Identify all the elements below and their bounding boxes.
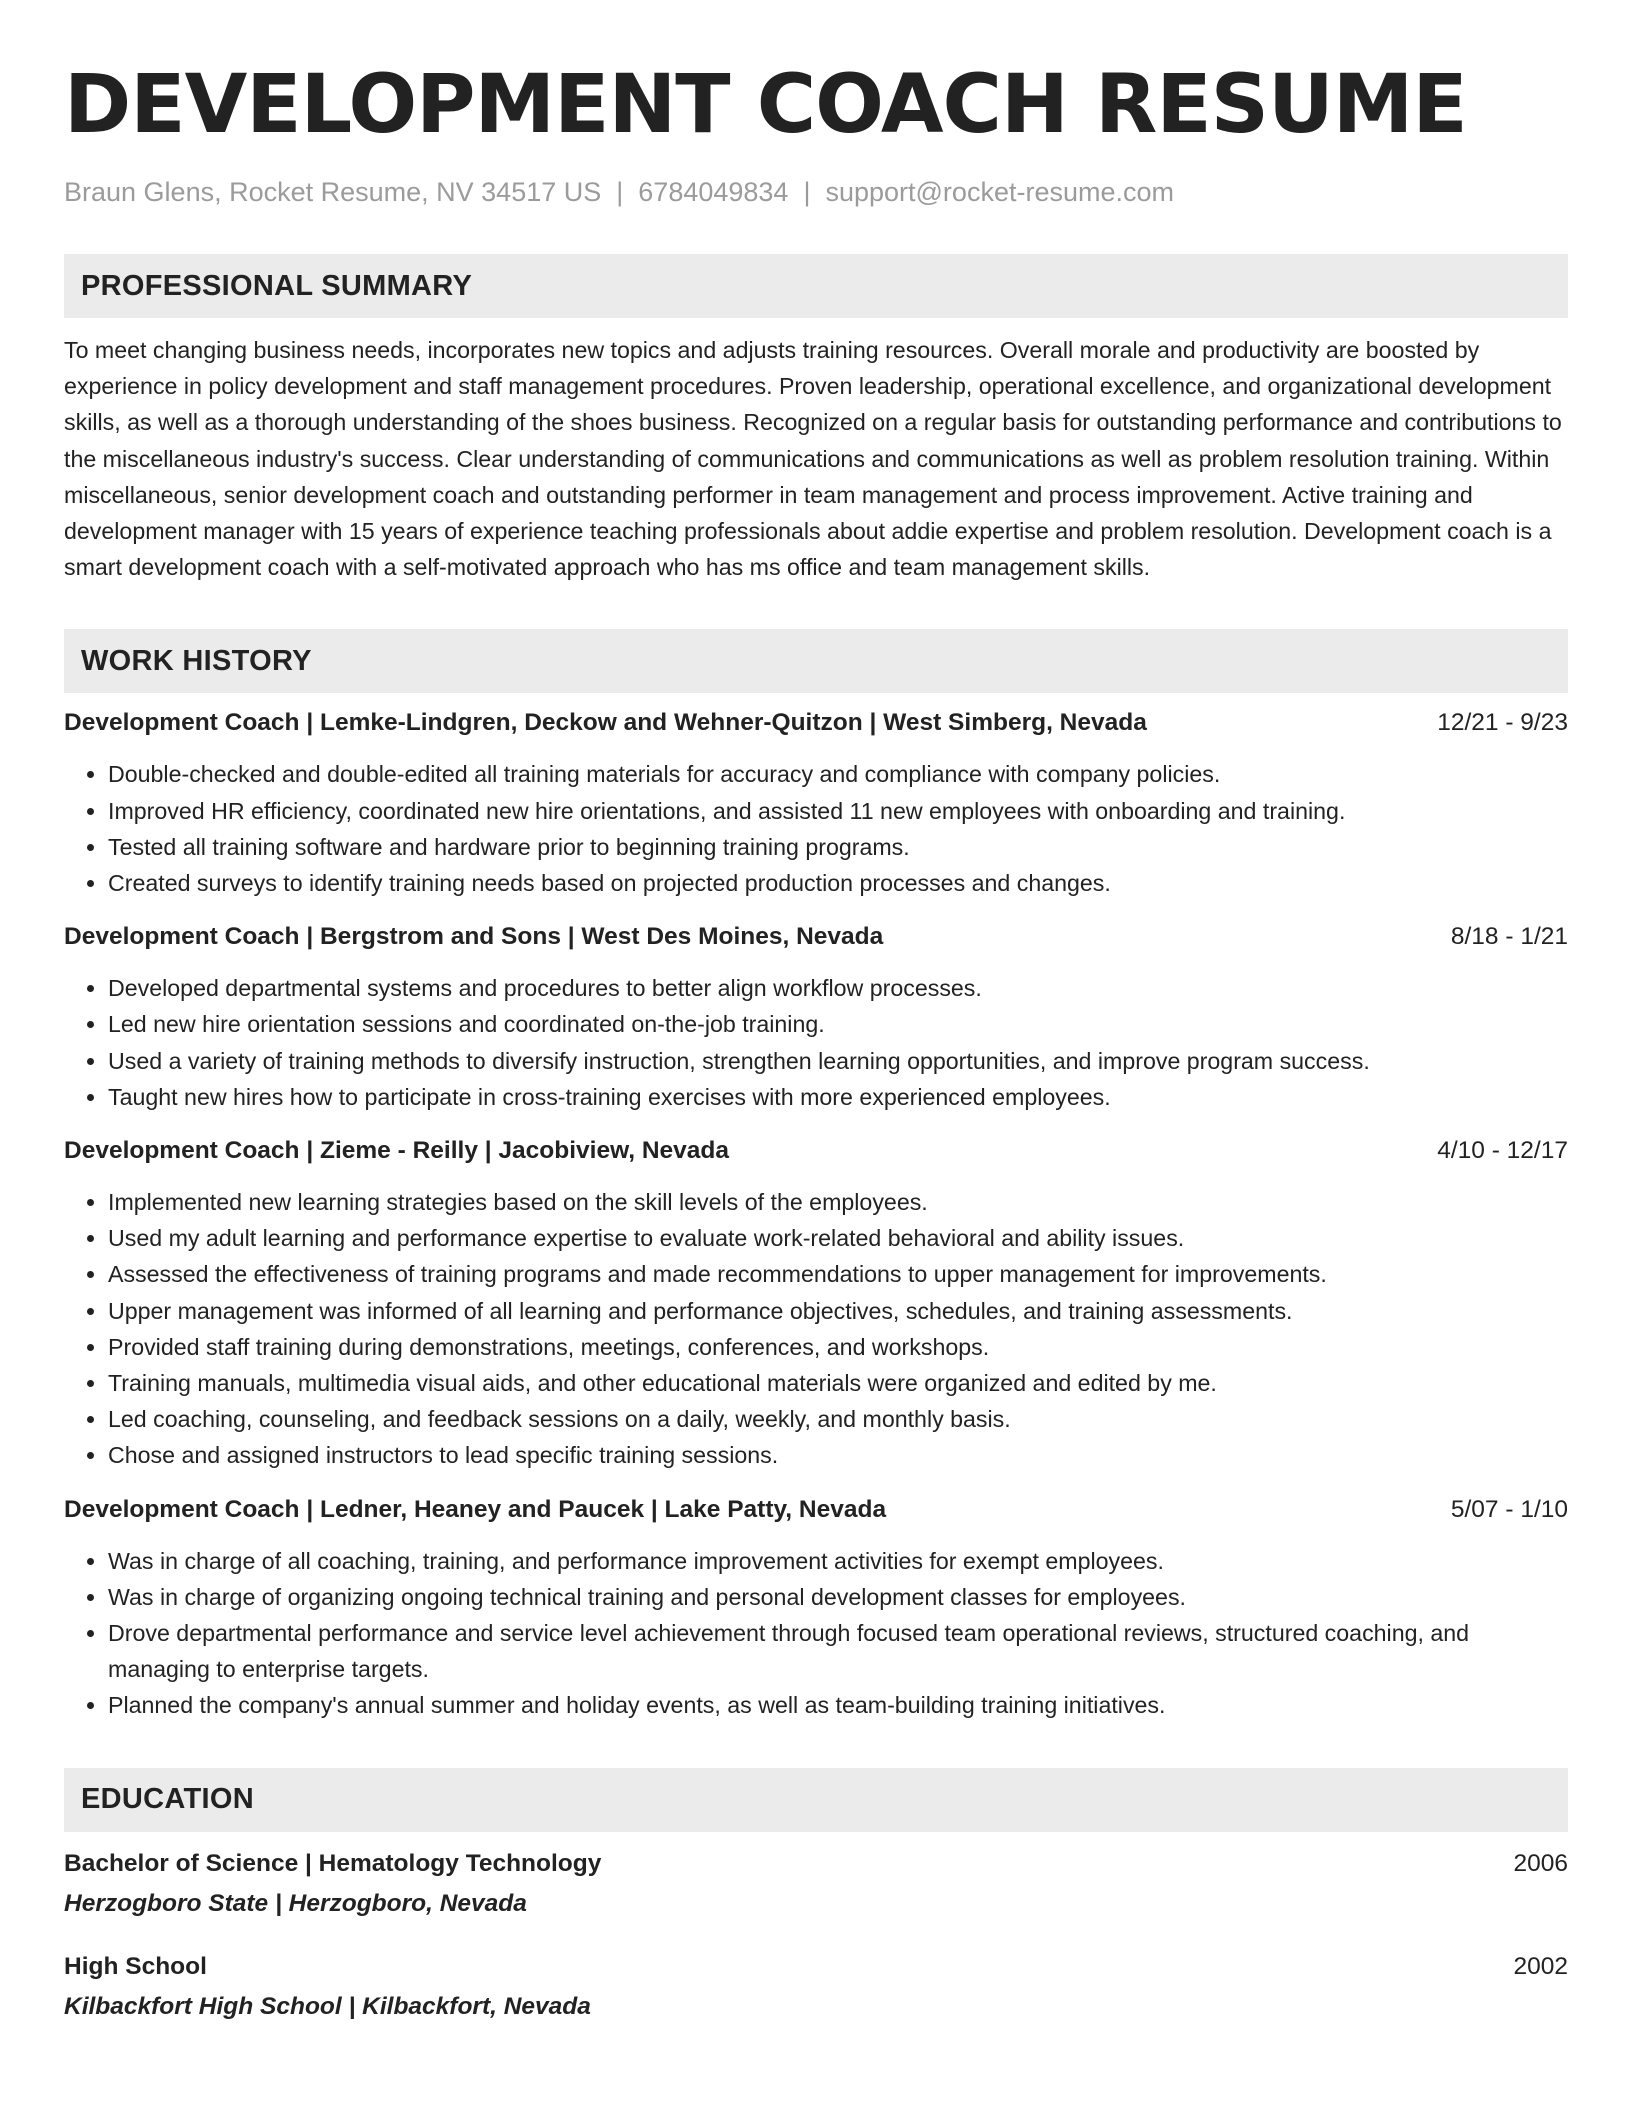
job-header (64, 1133, 1568, 1169)
education-degree: Bachelor of Science | Hematology Technology (64, 1849, 602, 1877)
job-entry (64, 1492, 1568, 1724)
job-bullets (64, 1184, 1568, 1474)
job-title: Development Coach | Lemke-Lindgren, Deckow and Wehner-Quitzon | West Simberg, Nevada (64, 709, 1147, 737)
job-header (64, 919, 1568, 955)
education-heading: EDUCATION (81, 1783, 254, 1816)
work-history-heading: WORK HISTORY (81, 644, 312, 677)
education-entry (64, 1949, 1568, 2025)
job-bullet: • Provided staff training during demonstrations, meetings, conferences, and workshops. (108, 1329, 1568, 1365)
job-title: Development Coach | Ledner, Heaney and Paucek | Lake Patty, Nevada (64, 1495, 887, 1523)
job-bullets (64, 1543, 1568, 1724)
job-bullet: • Double-checked and double-edited all training materials for accuracy and compliance with company policies. (108, 756, 1568, 792)
job-bullet: • Drove departmental performance and service level achievement through focused team operational reviews, structured coaching, and managing to enterprise targets. (108, 1615, 1568, 1687)
education-list (64, 1846, 1568, 2025)
education-year: 2002 (1513, 1952, 1568, 1980)
job-bullet: • Created surveys to identify training needs based on projected production processes and changes. (108, 865, 1568, 901)
education-degree: High School (64, 1952, 207, 1980)
contact-separator: | (803, 177, 811, 207)
education-entry (64, 1846, 1568, 1922)
job-bullet: • Improved HR efficiency, coordinated new hire orientations, and assisted 11 new employees with onboarding and training. (108, 793, 1568, 829)
job-bullet: • Used my adult learning and performance expertise to evaluate work-related behavioral and ability issues. (108, 1220, 1568, 1256)
education-section-header (64, 1768, 1568, 1832)
job-dates: 8/18 - 1/21 (1450, 923, 1568, 951)
summary-heading: PROFESSIONAL SUMMARY (81, 269, 473, 302)
contact-line (64, 174, 1568, 210)
job-bullet: • Led coaching, counseling, and feedback sessions on a daily, weekly, and monthly basis. (108, 1401, 1568, 1437)
job-bullet: • Planned the company's annual summer and holiday events, as well as team-building training initiatives. (108, 1687, 1568, 1723)
summary-section-header (64, 254, 1568, 318)
job-entry (64, 1133, 1568, 1474)
job-entry (64, 919, 1568, 1115)
education-header (64, 1949, 1568, 1985)
job-bullet: • Implemented new learning strategies based on the skill levels of the employees. (108, 1184, 1568, 1220)
job-title: Development Coach | Bergstrom and Sons | West Des Moines, Nevada (64, 923, 884, 951)
job-header (64, 705, 1568, 741)
summary-text: To meet changing business needs, incorporates new topics and adjusts training resources. Overall morale and productivity are boosted by experience in policy development and staff management procedures. Proven leadership, operational excellence, and organizational development skills, as well as a thorough understanding of the shoes business. Recognized on a regular basis for outstanding performance and contributions to the miscellaneous industry's success. Clear understanding of communications and communications as well as problem resolution training. Within miscellaneous, senior development coach and outstanding performer in team management and process improvement. Active training and development manager with 15 years of experience teaching professionals about addie expertise and problem resolution. Development coach is a smart development coach with a self-motivated approach who has ms office and team management skills. (64, 337, 1562, 581)
contact-separator: | (616, 177, 624, 207)
job-bullet: • Assessed the effectiveness of training programs and made recommendations to upper management for improvements. (108, 1256, 1568, 1292)
job-dates: 4/10 - 12/17 (1437, 1137, 1568, 1165)
job-bullet: • Tested all training software and hardware prior to beginning training programs. (108, 829, 1568, 865)
job-bullet: • Chose and assigned instructors to lead specific training sessions. (108, 1437, 1568, 1473)
education-school: Kilbackfort High School | Kilbackfort, Nevada (64, 1992, 591, 2020)
job-dates: 5/07 - 1/10 (1450, 1495, 1568, 1523)
job-bullet: • Developed departmental systems and procedures to better align workflow processes. (108, 970, 1568, 1006)
resume-title: DEVELOPMENT COACH RESUME (64, 58, 1467, 152)
job-list (64, 705, 1568, 1723)
job-bullet: • Led new hire orientation sessions and coordinated on-the-job training. (108, 1006, 1568, 1042)
contact-email: support@rocket-resume.com (825, 177, 1174, 207)
job-bullets (64, 756, 1568, 901)
job-bullet: • Was in charge of all coaching, training, and performance improvement activities for exempt employees. (108, 1543, 1568, 1579)
job-header (64, 1492, 1568, 1528)
job-title: Development Coach | Zieme - Reilly | Jacobiview, Nevada (64, 1137, 730, 1165)
contact-phone: 6784049834 (638, 177, 789, 207)
education-school: Herzogboro State | Herzogboro, Nevada (64, 1889, 527, 1917)
job-bullet: • Taught new hires how to participate in cross-training exercises with more experienced employees. (108, 1079, 1568, 1115)
job-dates: 12/21 - 9/23 (1437, 709, 1568, 737)
job-bullet: • Was in charge of organizing ongoing technical training and personal development classes for employees. (108, 1579, 1568, 1615)
job-bullets (64, 970, 1568, 1115)
job-bullet: • Upper management was informed of all learning and performance objectives, schedules, and training assessments. (108, 1293, 1568, 1329)
job-bullet: • Training manuals, multimedia visual aids, and other educational materials were organized and edited by me. (108, 1365, 1568, 1401)
education-year: 2006 (1513, 1849, 1568, 1877)
contact-address: Braun Glens, Rocket Resume, NV 34517 US (64, 177, 602, 207)
education-header (64, 1846, 1568, 1882)
work-history-section-header (64, 629, 1568, 693)
job-entry (64, 705, 1568, 901)
job-bullet: • Used a variety of training methods to diversify instruction, strengthen learning opportunities, and improve program success. (108, 1043, 1568, 1079)
